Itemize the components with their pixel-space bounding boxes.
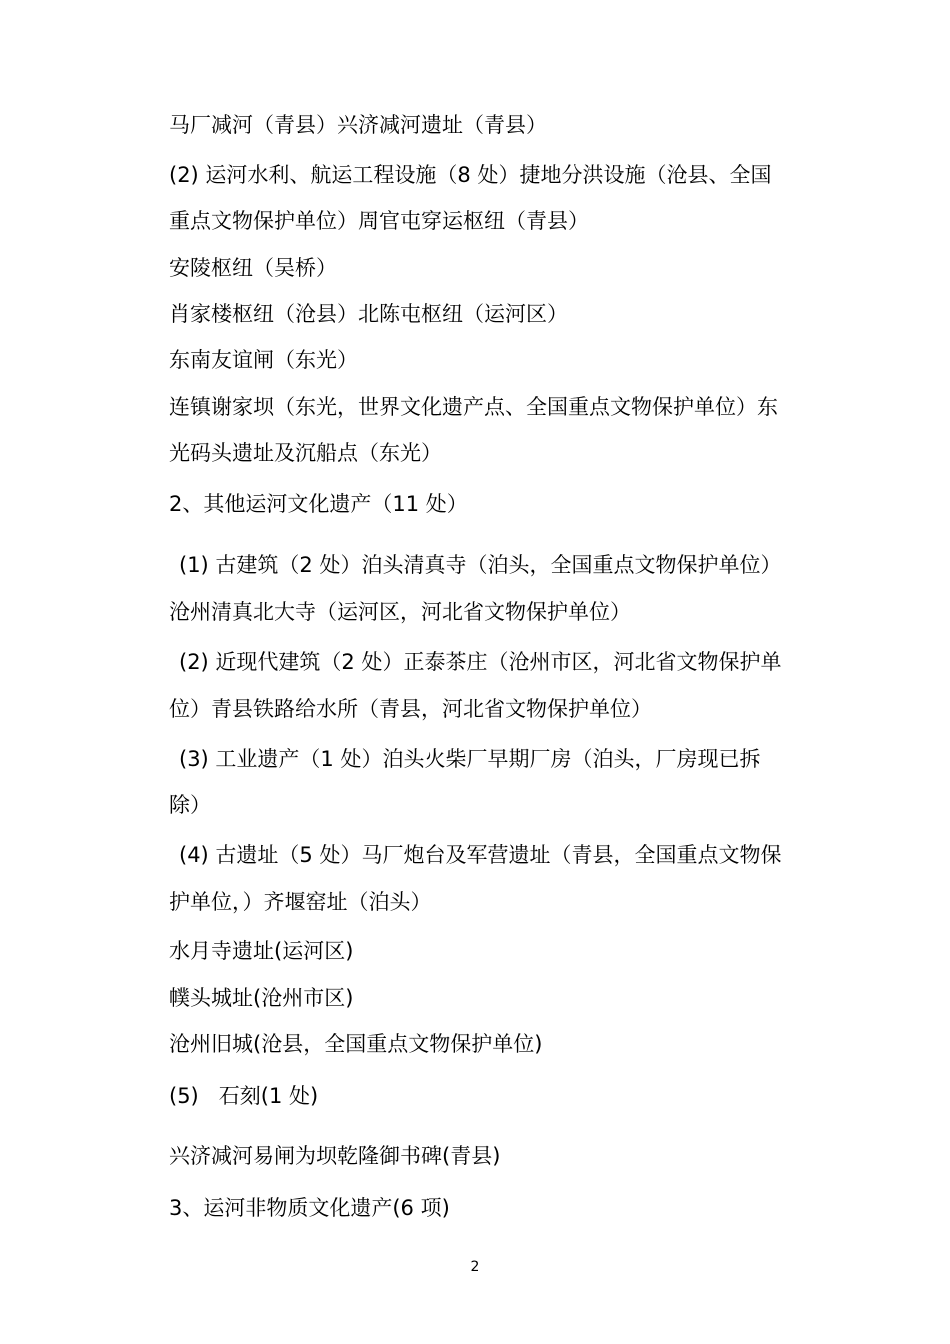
text-line: (2) 运河水利、航运工程设施（8 处）捷地分洪设施（沧县、全国 — [169, 163, 772, 187]
page-number: 2 — [470, 1259, 480, 1275]
text-line: 沧州清真北大寺（运河区，河北省文物保护单位） — [169, 600, 631, 624]
text-line: 东南友谊闸（东光） — [169, 348, 358, 372]
text-line: 马厂减河（青县）兴济减河遗址（青县） — [169, 113, 547, 137]
text-line: 连镇谢家坝（东光，世界文化遗产点、全国重点文物保护单位）东 — [169, 395, 778, 419]
text-line: 除） — [169, 793, 211, 817]
text-line: (4) 古遗址（5 处）马厂炮台及军营遗址（青县，全国重点文物保 — [179, 843, 782, 867]
section-heading: 3、运河非物质文化遗产(6 项) — [169, 1196, 450, 1220]
text-line: 幞头城址(沧州市区) — [169, 986, 354, 1010]
text-line: 水月寺遗址(运河区) — [169, 939, 354, 963]
text-line: 安陵枢纽（吴桥） — [169, 256, 337, 280]
section-heading: 2、其他运河文化遗产（11 处） — [169, 492, 468, 516]
text-line: 护单位，）齐堰窑址（泊头） — [169, 890, 432, 914]
text-line: 兴济减河易闸为坝乾隆御书碑(青县) — [169, 1144, 501, 1168]
text-line: 重点文物保护单位）周官屯穿运枢纽（青县） — [169, 209, 589, 233]
text-line: (1) 古建筑（2 处）泊头清真寺（泊头，全国重点文物保护单位） — [179, 553, 782, 577]
text-line: 沧州旧城(沧县，全国重点文物保护单位) — [169, 1032, 543, 1056]
text-line: 肖家楼枢纽（沧县）北陈屯枢纽（运河区） — [169, 302, 568, 326]
text-line: 位）青县铁路给水所（青县，河北省文物保护单位） — [169, 697, 652, 721]
text-line: (3) 工业遗产（1 处）泊头火柴厂早期厂房（泊头，厂房现已拆 — [179, 747, 761, 771]
text-line: 光码头遗址及沉船点（东光） — [169, 441, 442, 465]
text-line: (5) 石刻(1 处) — [169, 1084, 319, 1108]
text-line: (2) 近现代建筑（2 处）正泰茶庄（沧州市区，河北省文物保护单 — [179, 650, 782, 674]
